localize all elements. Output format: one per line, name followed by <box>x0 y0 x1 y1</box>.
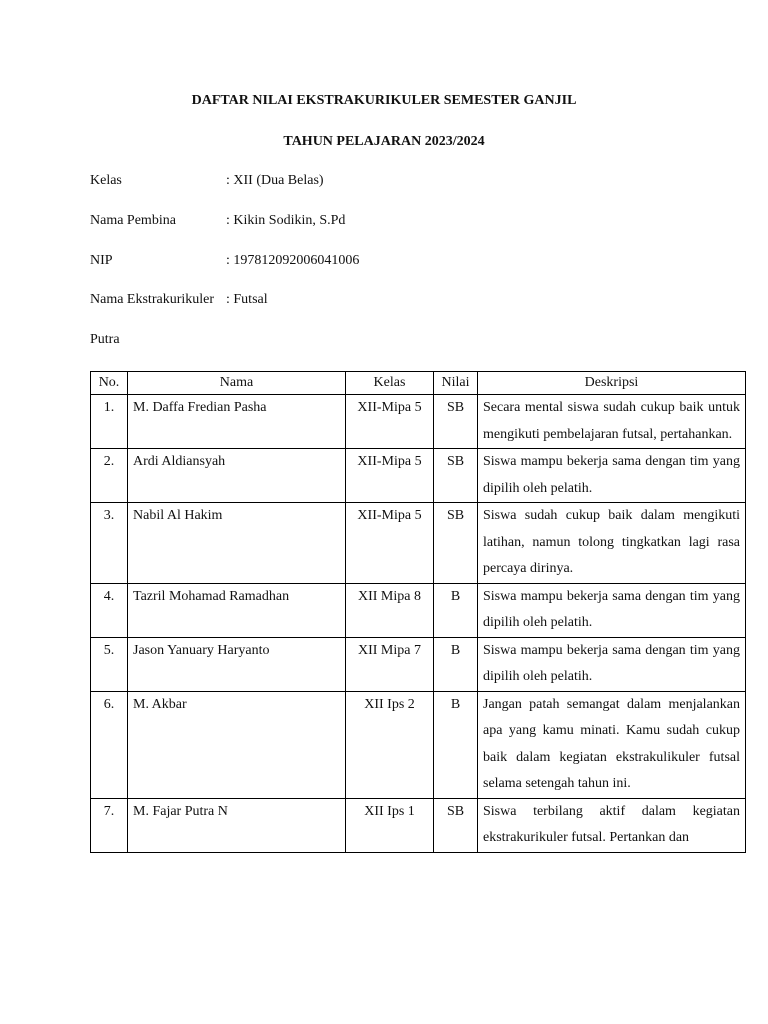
cell-kelas: XII-Mipa 5 <box>346 395 434 449</box>
table-header-row <box>91 372 746 395</box>
table-row <box>91 449 746 503</box>
table-row <box>91 691 746 798</box>
ekskul-value: : Futsal <box>226 292 268 307</box>
section-label-putra: Putra <box>90 332 120 347</box>
nip-value: : 197812092006041006 <box>226 253 360 268</box>
cell-nama: M. Daffa Fredian Pasha <box>128 395 346 449</box>
cell-nama: Jason Yanuary Haryanto <box>128 637 346 691</box>
cell-kelas: XII Ips 1 <box>346 798 434 852</box>
header-deskripsi: Deskripsi <box>478 372 746 395</box>
grades-table <box>90 371 746 853</box>
cell-no: 1. <box>91 395 128 449</box>
cell-nilai: SB <box>434 395 478 449</box>
kelas-label: Kelas <box>90 173 122 188</box>
header-nama: Nama <box>128 372 346 395</box>
table-row <box>91 395 746 449</box>
cell-kelas: XII-Mipa 5 <box>346 503 434 584</box>
cell-nilai: B <box>434 637 478 691</box>
document-subtitle: TAHUN PELAJARAN 2023/2024 <box>283 134 485 149</box>
kelas-value: : XII (Dua Belas) <box>226 173 324 188</box>
nip-label: NIP <box>90 253 113 268</box>
cell-nama: Nabil Al Hakim <box>128 503 346 584</box>
cell-no: 6. <box>91 691 128 798</box>
pembina-label: Nama Pembina <box>90 213 176 228</box>
cell-no: 4. <box>91 583 128 637</box>
cell-deskripsi: Jangan patah semangat dalam menjalankan apa yang kamu minati. Kamu sudah cukup baik dalam kegiatan ekstrakulikuler futsal selama setengah tahun ini. <box>478 691 746 798</box>
cell-no: 7. <box>91 798 128 852</box>
header-nilai: Nilai <box>434 372 478 395</box>
document-title: DAFTAR NILAI EKSTRAKURIKULER SEMESTER GANJIL <box>191 93 577 108</box>
cell-nilai: SB <box>434 449 478 503</box>
cell-kelas: XII Mipa 8 <box>346 583 434 637</box>
cell-nilai: SB <box>434 503 478 584</box>
cell-no: 3. <box>91 503 128 584</box>
cell-nama: Ardi Aldiansyah <box>128 449 346 503</box>
cell-nama: Tazril Mohamad Ramadhan <box>128 583 346 637</box>
cell-deskripsi: Siswa mampu bekerja sama dengan tim yang dipilih oleh pelatih. <box>478 637 746 691</box>
pembina-value: : Kikin Sodikin, S.Pd <box>226 213 346 228</box>
table-row <box>91 503 746 584</box>
cell-deskripsi: Secara mental siswa sudah cukup baik untuk mengikuti pembelajaran futsal, pertahankan. <box>478 395 746 449</box>
cell-deskripsi: Siswa terbilang aktif dalam kegiatan ekstrakurikuler futsal. Pertankan dan <box>478 798 746 852</box>
cell-kelas: XII Mipa 7 <box>346 637 434 691</box>
cell-nilai: B <box>434 691 478 798</box>
cell-deskripsi: Siswa mampu bekerja sama dengan tim yang dipilih oleh pelatih. <box>478 583 746 637</box>
cell-nama: M. Fajar Putra N <box>128 798 346 852</box>
cell-no: 2. <box>91 449 128 503</box>
cell-deskripsi: Siswa mampu bekerja sama dengan tim yang dipilih oleh pelatih. <box>478 449 746 503</box>
table-row <box>91 798 746 852</box>
cell-kelas: XII Ips 2 <box>346 691 434 798</box>
cell-deskripsi: Siswa sudah cukup baik dalam mengikuti latihan, namun tolong tingkatkan lagi rasa percaya dirinya. <box>478 503 746 584</box>
cell-nama: M. Akbar <box>128 691 346 798</box>
cell-nilai: SB <box>434 798 478 852</box>
cell-kelas: XII-Mipa 5 <box>346 449 434 503</box>
table-row <box>91 637 746 691</box>
table-row <box>91 583 746 637</box>
header-kelas: Kelas <box>346 372 434 395</box>
header-no: No. <box>91 372 128 395</box>
cell-nilai: B <box>434 583 478 637</box>
ekskul-label: Nama Ekstrakurikuler <box>90 292 215 307</box>
cell-no: 5. <box>91 637 128 691</box>
